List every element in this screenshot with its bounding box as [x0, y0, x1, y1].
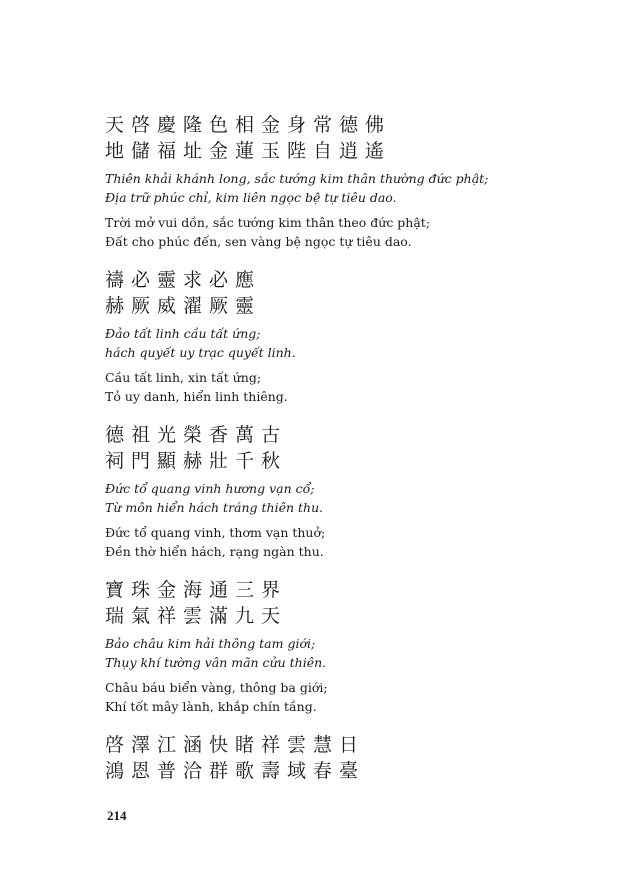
transliteration: [105, 479, 545, 517]
translation-line: Trời mở vui dồn, sắc tướng kim thân theo đức phật;: [105, 215, 431, 230]
translation-line: Tỏ uy danh, hiển linh thiêng.: [105, 389, 288, 404]
transliteration-line: Từ môn hiển hách tráng thiên thu.: [105, 500, 324, 515]
transliteration-line: Đảo tất linh cầu tất ứng;: [105, 326, 261, 341]
stanza-4: [105, 577, 545, 716]
page-number: 214: [107, 808, 127, 823]
han-line: 德祖光榮香萬古: [105, 424, 288, 446]
translation-line: Đất cho phúc đến, sen vàng bệ ngọc tự tiêu dao.: [105, 234, 412, 249]
transliteration: [105, 169, 545, 207]
translation: [105, 368, 545, 406]
transliteration-line: Đức tổ quang vinh hương vạn cổ;: [105, 481, 315, 496]
transliteration-line: Thụy khí tường vân mãn cửu thiên.: [105, 655, 327, 670]
translation-line: Cầu tất linh, xin tất ứng;: [105, 370, 262, 385]
stanza-5: [105, 732, 545, 784]
transliteration-line: Bảo châu kim hải thông tam giới;: [105, 636, 316, 651]
han-line: 鴻恩普洽群歌壽域春臺: [105, 760, 366, 782]
han-line: 祠門顯赫壯千秋: [105, 450, 288, 472]
han-line: 瑞氣祥雲滿九天: [105, 605, 288, 627]
translation-line: Đức tổ quang vinh, thơm vạn thuở;: [105, 525, 326, 540]
stanza-1: [105, 112, 545, 251]
translation-line: Khí tốt mây lành, khắp chín tầng.: [105, 699, 317, 714]
translation-line: Châu báu biển vàng, thông ba giới;: [105, 680, 328, 695]
translation-line: Đền thờ hiển hách, rạng ngàn thu.: [105, 544, 324, 559]
stanza-3: [105, 422, 545, 561]
han-line: 禱必靈求必應: [105, 269, 262, 291]
translation: [105, 523, 545, 561]
han-line: 啓澤江涵快睹祥雲慧日: [105, 734, 366, 756]
translation: [105, 678, 545, 716]
han-line: 寶珠金海通三界: [105, 579, 288, 601]
transliteration-line: Địa trữ phúc chỉ, kim liên ngọc bệ tự tiêu dao.: [105, 190, 397, 205]
stanza-2: [105, 267, 545, 406]
han-line: 天啓慶隆色相金身常德佛: [105, 114, 392, 136]
han-line: 赫厥威濯厥靈: [105, 295, 262, 317]
translation: [105, 213, 545, 251]
han-line: 地儲福址金蓮玉陛自逍遙: [105, 140, 392, 162]
transliteration: [105, 634, 545, 672]
page-content: [105, 112, 545, 800]
transliteration-line: hách quyết uy trạc quyết linh.: [105, 345, 296, 360]
transliteration: [105, 324, 545, 362]
transliteration-line: Thiên khải khánh long, sắc tướng kim thân thường đức phật;: [105, 171, 489, 186]
